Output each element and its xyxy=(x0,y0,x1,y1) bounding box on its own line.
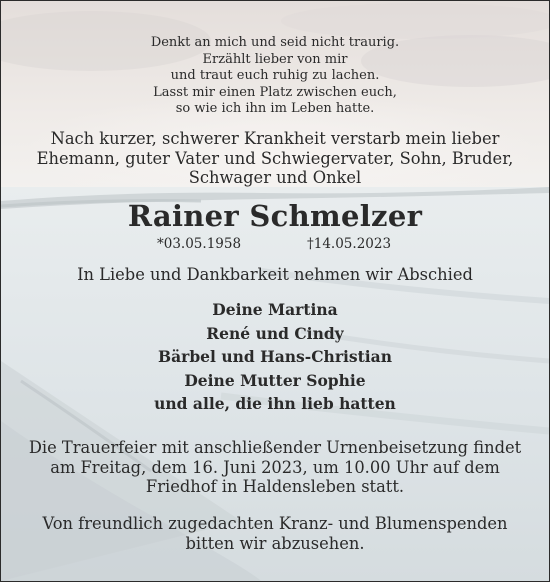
poem-line: so wie ich ihn im Leben hatte. xyxy=(175,101,375,117)
death-announcement xyxy=(1,129,549,188)
mourner: Deine Martina xyxy=(212,300,338,319)
announcement-line: Schwager und Onkel xyxy=(188,168,362,187)
mourner: Bärbel und Hans-Christian xyxy=(158,347,392,366)
funeral-line: Die Trauerfeier mit anschließender Urnenbeisetzung findet xyxy=(28,438,522,457)
announcement-line: Nach kurzer, schwerer Krankheit verstarb mein lieber xyxy=(50,129,500,148)
poem xyxy=(1,35,549,118)
poem-line: Denkt an mich und seid nicht traurig. xyxy=(150,35,400,50)
mourner: Deine Mutter Sophie xyxy=(184,370,366,390)
poem-line: Erzählt lieber von mir xyxy=(202,51,348,67)
death-date: †14.05.2023 xyxy=(307,236,392,252)
flower-note-line: bitten wir abzusehen. xyxy=(185,533,365,553)
mourner: René und Cindy xyxy=(206,323,344,343)
funeral-info xyxy=(1,438,549,497)
funeral-line: am Freitag, dem 16. Juni 2023, um 10.00 Uhr auf dem xyxy=(50,457,500,477)
poem-line: Lasst mir einen Platz zwischen euch, xyxy=(153,84,397,100)
mourners-list xyxy=(1,298,549,416)
flower-note xyxy=(1,514,549,553)
deceased-name: Rainer Schmelzer xyxy=(127,199,423,233)
birth-date: *03.05.1958 xyxy=(157,236,242,252)
announcement-line: Ehemann, guter Vater und Schwiegervater, Sohn, Bruder, xyxy=(36,148,514,168)
flower-note-line: Von freundlich zugedachten Kranz- und Blumenspenden xyxy=(42,514,508,533)
funeral-line: Friedhof in Haldensleben statt. xyxy=(145,477,405,496)
poem-line: und traut euch ruhig zu lachen. xyxy=(170,68,380,84)
farewell-text: In Liebe und Dankbarkeit nehmen wir Abschied xyxy=(77,265,473,284)
mourner: und alle, die ihn lieb hatten xyxy=(154,394,396,413)
